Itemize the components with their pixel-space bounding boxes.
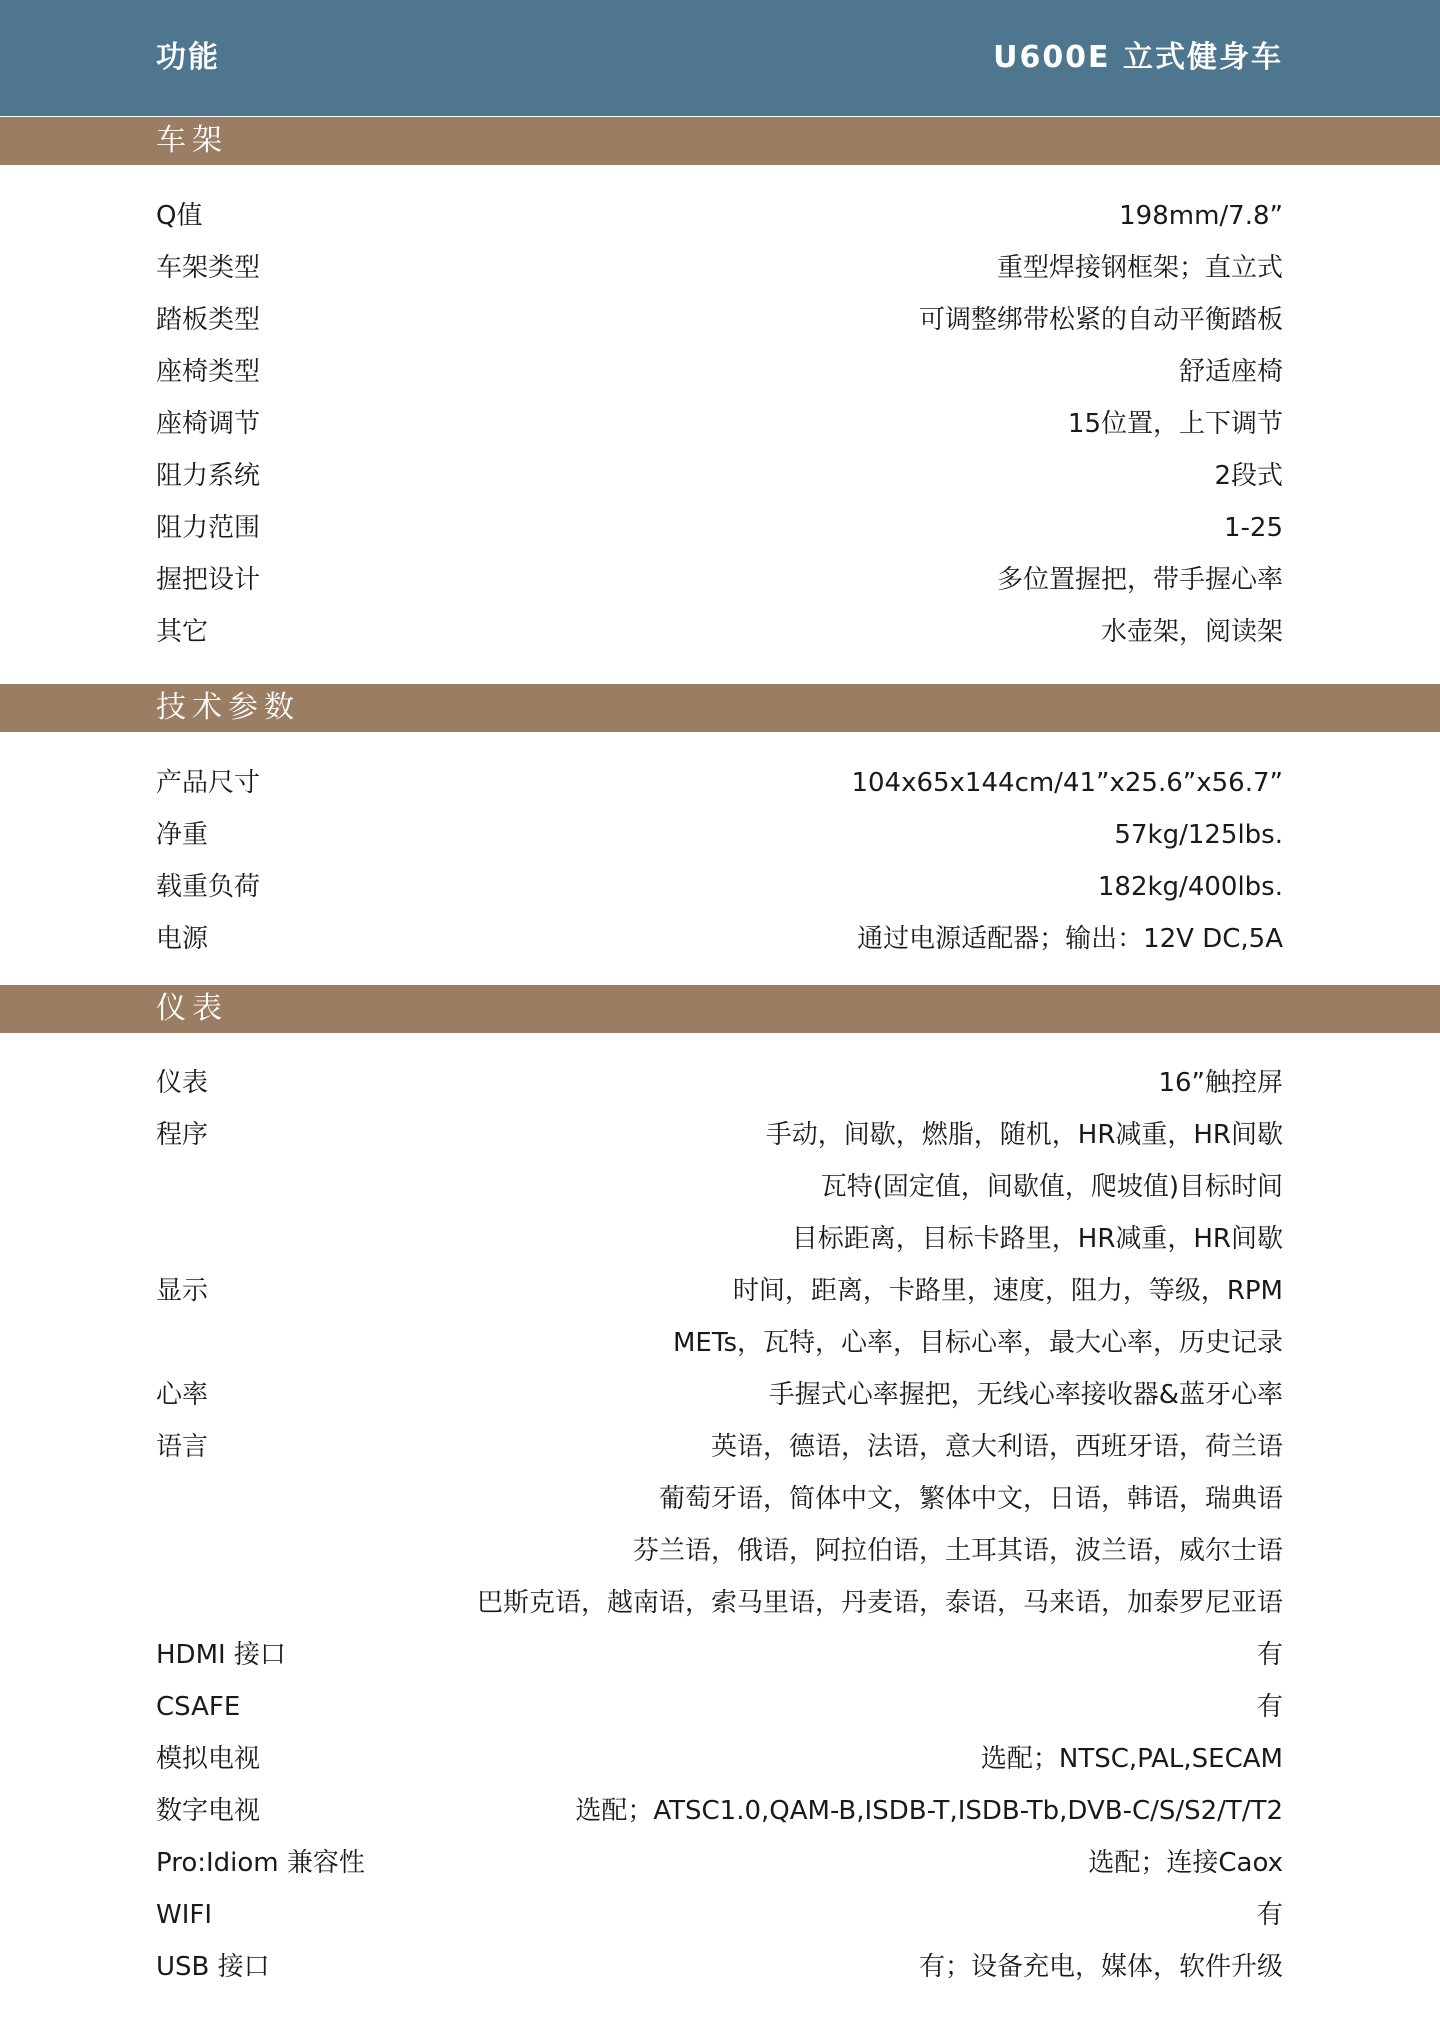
header-product-title: U600E 立式健身车	[993, 40, 1283, 75]
spec-row	[156, 1681, 1283, 1733]
spec-row	[156, 606, 1283, 658]
spec-value: 198mm/7.8”	[1119, 201, 1283, 231]
spec-row	[156, 1525, 1283, 1577]
section-bar-frame	[0, 117, 1440, 165]
spec-row	[156, 1473, 1283, 1525]
spec-row	[156, 1109, 1283, 1161]
spec-label: 座椅调节	[156, 409, 261, 439]
spec-value: 有	[1256, 1900, 1283, 1930]
spec-value: METs，瓦特，心率，目标心率，最大心率，历史记录	[673, 1328, 1283, 1358]
spec-row	[156, 757, 1283, 809]
spec-value: 水壶架，阅读架	[1100, 617, 1283, 647]
spec-row	[156, 1057, 1283, 1109]
spec-value: 重型焊接钢框架；直立式	[996, 253, 1283, 283]
spec-value: 巴斯克语，越南语，索马里语，丹麦语，泰语，马来语，加泰罗尼亚语	[476, 1588, 1283, 1618]
spec-label: 显示	[156, 1276, 209, 1306]
spec-row	[156, 1317, 1283, 1369]
spec-label: 产品尺寸	[156, 768, 261, 798]
spec-value: 手握式心率握把，无线心率接收器&蓝牙心率	[768, 1380, 1283, 1410]
spec-value: 手动，间歇，燃脂，随机，HR减重，HR间歇	[765, 1120, 1283, 1150]
spec-row	[156, 294, 1283, 346]
spec-value: 182kg/400lbs.	[1097, 872, 1283, 902]
page-header	[0, 0, 1440, 116]
spec-row	[156, 450, 1283, 502]
spec-label: Q值	[156, 201, 203, 231]
spec-value: 通过电源适配器；输出：12V DC,5A	[857, 924, 1283, 954]
spec-value: 2段式	[1214, 461, 1283, 491]
spec-value: 1-25	[1223, 513, 1283, 543]
section-title: 车架	[156, 123, 228, 158]
spec-value: 瓦特(固定值，间歇值，爬坡值)目标时间	[820, 1172, 1283, 1202]
spec-value: 舒适座椅	[1178, 357, 1283, 387]
spec-label: 握把设计	[156, 565, 261, 595]
spec-value: 英语，德语，法语，意大利语，西班牙语，荷兰语	[710, 1432, 1283, 1462]
spec-label: 程序	[156, 1120, 209, 1150]
section-title: 技术参数	[156, 690, 300, 725]
spec-row	[156, 242, 1283, 294]
spec-label: 模拟电视	[156, 1744, 261, 1774]
spec-value: 目标距离，目标卡路里，HR减重，HR间歇	[791, 1224, 1283, 1254]
spec-label: 心率	[156, 1380, 209, 1410]
spec-value: 选配；连接Caox	[1088, 1848, 1283, 1878]
spec-label: USB 接口	[156, 1952, 270, 1982]
spec-label: Pro:Idiom 兼容性	[156, 1848, 365, 1878]
spec-row	[156, 1577, 1283, 1629]
spec-value: 选配；NTSC,PAL,SECAM	[980, 1744, 1283, 1774]
spec-label: 其它	[156, 617, 209, 647]
spec-label: HDMI 接口	[156, 1640, 286, 1670]
spec-value: 104x65x144cm/41”x25.6”x56.7”	[851, 768, 1283, 798]
spec-label: 座椅类型	[156, 357, 261, 387]
spec-row	[156, 1837, 1283, 1889]
spec-row	[156, 1265, 1283, 1317]
spec-row	[156, 1161, 1283, 1213]
spec-label: 阻力范围	[156, 513, 261, 543]
section-bar-console	[0, 985, 1440, 1033]
spec-row	[156, 190, 1283, 242]
spec-row	[156, 809, 1283, 861]
spec-value: 可调整绑带松紧的自动平衡踏板	[918, 305, 1283, 335]
spec-row	[156, 913, 1283, 965]
spec-value: 15位置，上下调节	[1067, 409, 1283, 439]
header-left-title: 功能	[156, 40, 220, 75]
spec-value: 多位置握把，带手握心率	[996, 565, 1283, 595]
spec-value: 有	[1256, 1692, 1283, 1722]
spec-row	[156, 346, 1283, 398]
spec-label: 电源	[156, 924, 209, 954]
section-title: 仪表	[156, 991, 228, 1026]
spec-label: 语言	[156, 1432, 209, 1462]
spec-row	[156, 1213, 1283, 1265]
spec-row	[156, 554, 1283, 606]
spec-value: 选配；ATSC1.0,QAM-B,ISDB-T,ISDB-Tb,DVB-C/S/S2/T/T2	[575, 1796, 1283, 1826]
spec-value: 57kg/125lbs.	[1114, 820, 1283, 850]
spec-row	[156, 1941, 1283, 1993]
spec-row	[156, 861, 1283, 913]
spec-label: WIFI	[156, 1900, 212, 1930]
spec-row	[156, 1629, 1283, 1681]
spec-label: 载重负荷	[156, 872, 261, 902]
spec-row	[156, 502, 1283, 554]
spec-label: 踏板类型	[156, 305, 261, 335]
spec-label: 仪表	[156, 1068, 209, 1098]
spec-value: 时间，距离，卡路里，速度，阻力，等级，RPM	[732, 1276, 1283, 1306]
spec-label: 车架类型	[156, 253, 261, 283]
spec-label: 阻力系统	[156, 461, 261, 491]
spec-row	[156, 1421, 1283, 1473]
spec-value: 芬兰语，俄语，阿拉伯语，土耳其语，波兰语，威尔士语	[632, 1536, 1283, 1566]
spec-row	[156, 1733, 1283, 1785]
spec-row	[156, 398, 1283, 450]
spec-label: 数字电视	[156, 1796, 261, 1826]
spec-row	[156, 1889, 1283, 1941]
section-bar-tech-specs	[0, 684, 1440, 732]
spec-value: 葡萄牙语，简体中文，繁体中文，日语，韩语，瑞典语	[658, 1484, 1283, 1514]
spec-value: 16”触控屏	[1158, 1068, 1283, 1098]
spec-row	[156, 1785, 1283, 1837]
spec-value: 有	[1256, 1640, 1283, 1670]
spec-value: 有；设备充电，媒体，软件升级	[918, 1952, 1283, 1982]
spec-label: CSAFE	[156, 1692, 241, 1722]
spec-label: 净重	[156, 820, 209, 850]
spec-row	[156, 1369, 1283, 1421]
